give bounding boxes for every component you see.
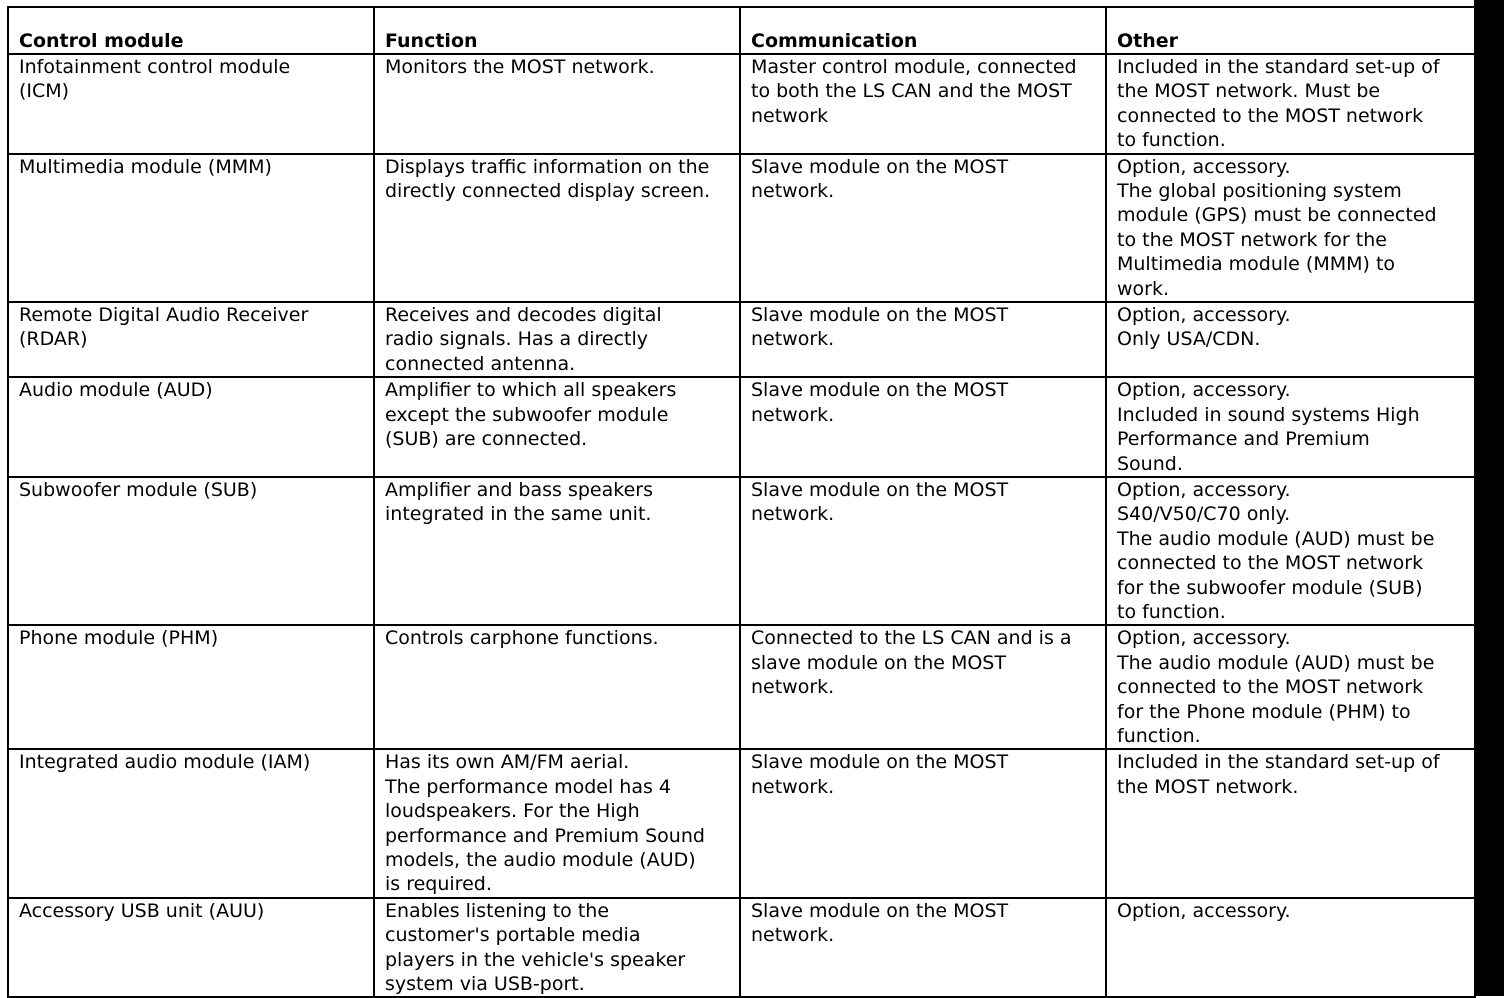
cell-text-line: Slave module on the MOST (751, 751, 1009, 774)
cell-other (1106, 302, 1475, 377)
cell-other (1106, 154, 1475, 302)
cell-text-line: Option, accessory. (1117, 304, 1291, 327)
cell-text-line: network. (751, 503, 835, 526)
cell-other (1106, 54, 1475, 154)
cell-text-line: The audio module (AUD) must be (1117, 651, 1435, 674)
cell-text-line: loudspeakers. For the High (385, 800, 640, 823)
table-row (8, 749, 1475, 897)
cell-function (374, 477, 740, 625)
cell-text-line: network. (751, 924, 835, 947)
cell-text-line: (ICM) (19, 80, 70, 103)
cell-text-line: Slave module on the MOST (751, 379, 1009, 402)
header-communication: Communication (740, 7, 1106, 54)
cell-text-line: is required. (385, 873, 492, 896)
cell-text-line: The global positioning system (1117, 180, 1402, 203)
cell-text-line: Phone module (PHM) (19, 627, 219, 650)
cell-text-line: S40/V50/C70 only. (1117, 503, 1291, 526)
cell-control-module (8, 898, 374, 998)
page-edge-bar (1474, 0, 1504, 996)
table-row (8, 898, 1475, 998)
cell-text-line: Option, accessory. (1117, 478, 1291, 501)
cell-text-line: Receives and decodes digital (385, 304, 662, 327)
cell-text-line: (SUB) are connected. (385, 428, 588, 451)
cell-text-line: Included in sound systems High (1117, 403, 1420, 426)
cell-function (374, 749, 740, 897)
cell-text-line: to function. (1117, 129, 1226, 152)
cell-text-line: function. (1117, 724, 1201, 747)
cell-other (1106, 377, 1475, 477)
cell-function (374, 898, 740, 998)
cell-text-line: Integrated audio module (IAM) (19, 751, 311, 774)
cell-control-module (8, 377, 374, 477)
cell-text-line: for the subwoofer module (SUB) (1117, 576, 1423, 599)
cell-text-line: except the subwoofer module (385, 403, 669, 426)
cell-control-module (8, 749, 374, 897)
cell-communication (740, 377, 1106, 477)
cell-function (374, 302, 740, 377)
table-row (8, 54, 1475, 154)
cell-text-line: Monitors the MOST network. (385, 56, 655, 78)
cell-text-line: players in the vehicle's speaker (385, 948, 686, 971)
cell-other (1106, 749, 1475, 897)
cell-text-line: Option, accessory. (1117, 155, 1291, 178)
cell-text-line: Accessory USB unit (AUU) (19, 899, 265, 922)
cell-text-line: connected to the MOST network (1117, 676, 1424, 699)
cell-text-line: Multimedia module (MMM) (19, 155, 272, 178)
cell-text-line: network (751, 104, 829, 127)
cell-text-line: performance and Premium Sound (385, 824, 705, 847)
header-control-module: Control module (8, 7, 374, 54)
cell-other (1106, 625, 1475, 749)
cell-text-line: Displays traffic information on the (385, 155, 710, 178)
cell-text-line: the MOST network. Must be (1117, 80, 1381, 103)
cell-text-line: Master control module, connected (751, 56, 1077, 78)
cell-communication (740, 898, 1106, 998)
cell-text-line: The audio module (AUD) must be (1117, 527, 1435, 550)
header-other: Other (1106, 7, 1475, 54)
cell-text-line: Sound. (1117, 452, 1183, 475)
table-row (8, 377, 1475, 477)
cell-control-module (8, 477, 374, 625)
header-function: Function (374, 7, 740, 54)
cell-control-module (8, 154, 374, 302)
table-row (8, 477, 1475, 625)
cell-text-line: radio signals. Has a directly (385, 328, 649, 351)
cell-communication (740, 154, 1106, 302)
cell-text-line: network. (751, 775, 835, 798)
cell-text-line: system via USB-port. (385, 973, 585, 996)
cell-text-line: slave module on the MOST (751, 651, 1006, 674)
table-row (8, 625, 1475, 749)
cell-text-line: directly connected display screen. (385, 180, 711, 203)
cell-text-line: Has its own AM/FM aerial. (385, 751, 630, 774)
cell-text-line: network. (751, 180, 835, 203)
cell-text-line: Amplifier and bass speakers (385, 478, 653, 501)
cell-text-line: connected to the MOST network (1117, 104, 1424, 127)
table-row (8, 154, 1475, 302)
cell-control-module (8, 54, 374, 154)
cell-communication (740, 477, 1106, 625)
cell-text-line: Slave module on the MOST (751, 478, 1009, 501)
cell-text-line: (RDAR) (19, 328, 88, 351)
cell-text-line: Slave module on the MOST (751, 155, 1009, 178)
cell-text-line: work. (1117, 277, 1170, 300)
cell-text-line: to function. (1117, 600, 1226, 623)
cell-text-line: the MOST network. (1117, 775, 1299, 798)
cell-text-line: Option, accessory. (1117, 627, 1291, 650)
cell-text-line: Slave module on the MOST (751, 304, 1009, 327)
cell-text-line: Amplifier to which all speakers (385, 379, 677, 402)
cell-function (374, 54, 740, 154)
cell-text-line: Performance and Premium (1117, 428, 1370, 451)
cell-communication (740, 749, 1106, 897)
cell-text-line: network. (751, 403, 835, 426)
cell-text-line: Enables listening to the (385, 899, 610, 922)
table-row (8, 302, 1475, 377)
cell-text-line: Slave module on the MOST (751, 899, 1009, 922)
cell-text-line: Infotainment control module (19, 56, 291, 78)
cell-text-line: Audio module (AUD) (19, 379, 213, 402)
cell-communication (740, 302, 1106, 377)
cell-text-line: customer's portable media (385, 924, 641, 947)
cell-function (374, 154, 740, 302)
control-module-table (7, 6, 1476, 998)
table-body (8, 54, 1475, 997)
cell-text-line: The performance model has 4 (385, 775, 672, 798)
cell-communication (740, 54, 1106, 154)
cell-text-line: Connected to the LS CAN and is a (751, 627, 1072, 650)
cell-text-line: Option, accessory. (1117, 379, 1291, 402)
cell-text-line: Multimedia module (MMM) to (1117, 253, 1396, 276)
cell-control-module (8, 302, 374, 377)
table-header-row (8, 7, 1475, 54)
cell-other (1106, 898, 1475, 998)
cell-text-line: Option, accessory. (1117, 899, 1291, 922)
cell-text-line: network. (751, 328, 835, 351)
cell-text-line: connected to the MOST network (1117, 552, 1424, 575)
cell-text-line: to both the LS CAN and the MOST (751, 80, 1072, 103)
cell-text-line: integrated in the same unit. (385, 503, 652, 526)
cell-function (374, 625, 740, 749)
cell-text-line: models, the audio module (AUD) (385, 849, 696, 871)
cell-text-line: Only USA/CDN. (1117, 328, 1261, 351)
cell-function (374, 377, 740, 477)
cell-text-line: Controls carphone functions. (385, 627, 659, 650)
cell-text-line: Remote Digital Audio Receiver (19, 304, 309, 327)
cell-text-line: Included in the standard set-up of (1117, 56, 1440, 78)
cell-text-line: module (GPS) must be connected (1117, 204, 1437, 227)
cell-text-line: for the Phone module (PHM) to (1117, 700, 1411, 723)
cell-text-line: Subwoofer module (SUB) (19, 478, 258, 501)
cell-communication (740, 625, 1106, 749)
cell-text-line: to the MOST network for the (1117, 228, 1387, 251)
cell-text-line: network. (751, 676, 835, 699)
cell-control-module (8, 625, 374, 749)
cell-other (1106, 477, 1475, 625)
cell-text-line: Included in the standard set-up of (1117, 751, 1440, 774)
cell-text-line: connected antenna. (385, 352, 576, 375)
